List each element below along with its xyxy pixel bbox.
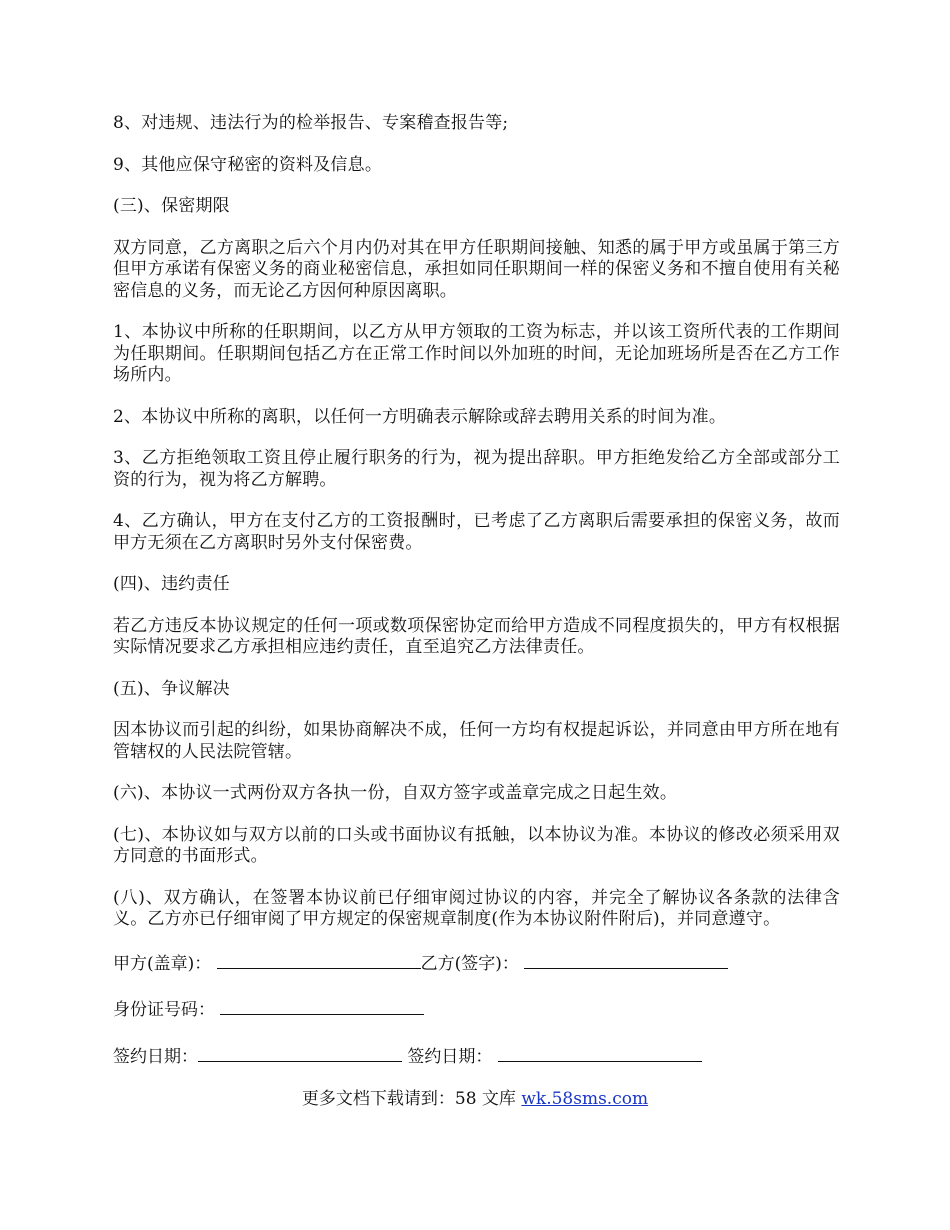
paragraph-item-9: 9、其他应保守秘密的资料及信息。 <box>113 154 383 175</box>
section-heading-dispute: (五)、争议解决 <box>113 678 230 699</box>
paragraph-item-8: 8、对违规、违法行为的检举报告、专案稽查报告等; <box>113 113 509 133</box>
footer-prefix: 更多文档下载请到：58 文库 <box>301 1089 522 1109</box>
date-a-blank <box>198 1044 402 1062</box>
footer-link[interactable]: wk.58sms.com <box>521 1089 649 1109</box>
paragraph-dispute: 因本协议而引起的纠纷，如果协商解决不成，任何一方均有权提起诉讼，并同意由甲方所在地有管辖权的人民法院管辖。 <box>113 720 840 762</box>
paragraph-clause-3: 3、乙方拒绝领取工资且停止履行职务的行为，视为提出辞职。甲方拒绝发给乙方全部或部分工资的行为，视为将乙方解聘。 <box>113 448 840 490</box>
party-a-signature-blank <box>217 951 421 969</box>
paragraph-liability: 若乙方违反本协议规定的任何一项或数项保密协定而给甲方造成不同程度损失的，甲方有权根据实际情况要求乙方承担相应违约责任，直至追究乙方法律责任。 <box>113 615 840 657</box>
party-b-signature-blank <box>524 951 728 969</box>
paragraph-confidentiality-agreement: 双方同意，乙方离职之后六个月内仍对其在甲方任职期间接触、知悉的属于甲方或虽属于第三方但甲方承诺有保密义务的商业秘密信息，承担如同任职期间一样的保密义务和不擅自使用有关秘密信息的义务，而无论乙方因何种原因离职。 <box>113 237 840 301</box>
signature-row-parties <box>113 951 840 976</box>
party-b-label: 乙方(签字)： <box>420 953 519 974</box>
party-a-label: 甲方(盖章)： <box>113 953 212 974</box>
paragraph-clause-2: 2、本协议中所称的离职，以任何一方明确表示解除或辞去聘用关系的时间为准。 <box>113 406 727 427</box>
id-number-blank <box>220 997 424 1015</box>
paragraph-clause-4: 4、乙方确认，甲方在支付乙方的工资报酬时，已考虑了乙方离职后需要承担的保密义务，故而甲方无须在乙方离职时另外支付保密费。 <box>113 511 840 553</box>
paragraph-section-7: (七)、本协议如与双方以前的口头或书面协议有抵触，以本协议为准。本协议的修改必须采用双方同意的书面形式。 <box>113 824 840 866</box>
date-b-label: 签约日期： <box>407 1046 493 1067</box>
date-a-label: 签约日期： <box>113 1046 198 1067</box>
id-number-label: 身份证号码： <box>113 1000 215 1020</box>
paragraph-section-6: (六)、本协议一式两份双方各执一份，自双方签字或盖章完成之日起生效。 <box>113 783 678 803</box>
paragraph-clause-1: 1、本协议中所称的任职期间，以乙方从甲方领取的工资为标志，并以该工资所代表的工作期间为任职期间。任职期间包括乙方在正常工作时间以外加班的时间，无论加班场所是否在乙方工作场所内。 <box>113 322 840 385</box>
document-body <box>113 113 840 1090</box>
paragraph-section-8: (八)、双方确认，在签署本协议前已仔细审阅过协议的内容，并完全了解协议各条款的法律含义。乙方亦已仔细审阅了甲方规定的保密规章制度(作为本协议附件附后)，并同意遵守。 <box>113 887 840 929</box>
signature-row-dates <box>113 1044 840 1069</box>
date-b-blank <box>498 1044 702 1062</box>
signature-row-id <box>113 997 840 1022</box>
section-heading-confidentiality-period: (三)、保密期限 <box>113 196 230 216</box>
footer <box>0 1088 950 1110</box>
section-heading-liability: (四)、违约责任 <box>113 574 230 594</box>
